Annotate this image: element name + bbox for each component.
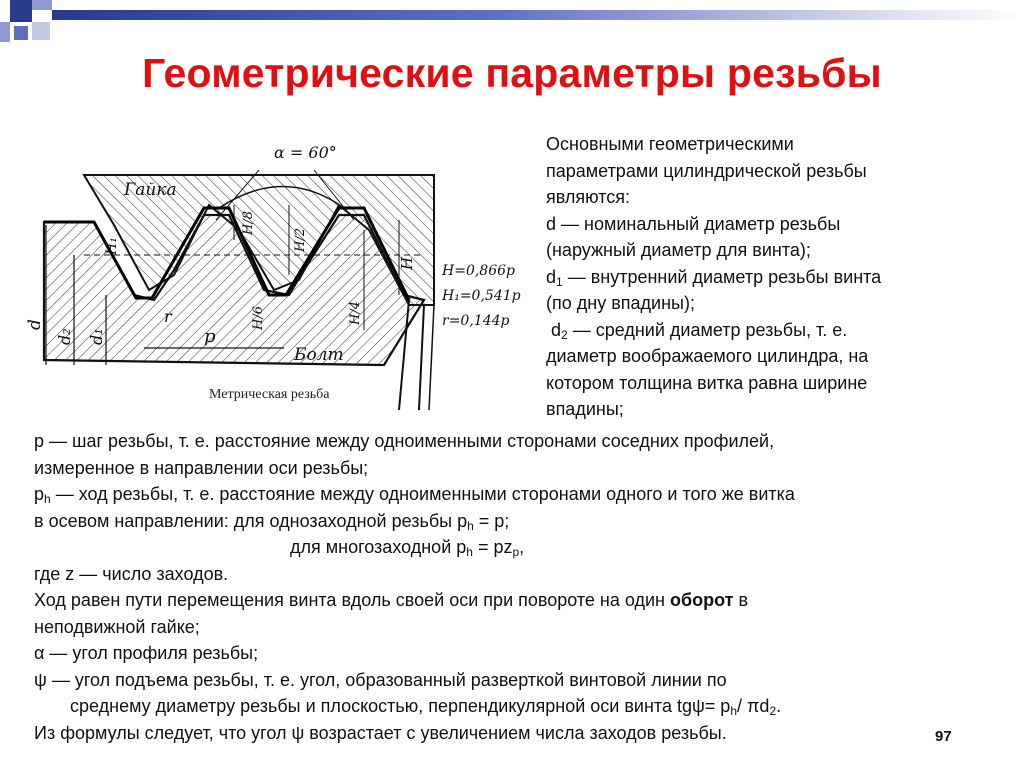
header-gradient-bar xyxy=(52,10,1024,20)
bolt-label: Болт xyxy=(294,345,344,365)
corner-square xyxy=(0,22,10,42)
d2-label: d₂ xyxy=(55,328,74,345)
psi-definition: ψ — угол подъема резьбы, т. е. угол, образованный разверткой винтовой линии по xyxy=(34,669,727,690)
d-definition: (наружный диаметр для винта); xyxy=(546,240,811,260)
h-over-8-label: H/8 xyxy=(241,211,256,235)
z-definition: где z — число заходов. xyxy=(34,563,229,584)
eq-h1-label: H₁=0,541p xyxy=(442,288,521,304)
intro-line: являются: xyxy=(546,187,631,207)
h-over-2-label: H/2 xyxy=(293,228,308,252)
d2-definition: впадины; xyxy=(546,399,624,419)
ph-definition: $p_h$ — ход резьбы, т. е. расстояние между одноименными сторонами одного и того же витка xyxy=(34,484,795,506)
d-definition: d — номинальный диаметр резьбы xyxy=(546,213,841,234)
d2-definition: $d_2$ — средний диаметр резьбы, т. е. xyxy=(546,319,848,342)
corner-square xyxy=(14,26,28,40)
travel-statement: Ход равен пути перемещения винта вдоль своей оси при повороте на один оборот в xyxy=(34,590,749,610)
r-label: r xyxy=(164,307,172,326)
eq-h-label: H=0,866p xyxy=(442,263,515,279)
corner-square xyxy=(10,0,32,22)
figure-caption: Метрическая резьба xyxy=(209,387,330,402)
d2-definition: диаметр воображаемого цилиндра, на xyxy=(546,346,869,366)
thread-diagram xyxy=(24,130,524,430)
corner-square xyxy=(32,0,52,10)
ph-definition: в осевом направлении: для однозаходной резьбы $p_h = p$; xyxy=(34,510,510,533)
right-column-text xyxy=(546,131,1006,423)
multi-start-formula: для многозаходной $p_h = pz_p$, xyxy=(290,537,525,559)
h-over-4-label: H/4 xyxy=(348,301,363,325)
eq-r-label: r=0,144p xyxy=(442,313,510,329)
d2-definition: котором толщина витка равна ширине xyxy=(546,372,868,393)
p-definition: измеренное в направлении оси резьбы; xyxy=(34,457,369,478)
d1-label: d₁ xyxy=(87,328,106,345)
intro-line: параметрами цилиндрической резьбы xyxy=(546,160,867,181)
alpha-definition: α — угол профиля резьбы; xyxy=(34,643,259,663)
p-definition: p — шаг резьбы, т. е. расстояние между одноименными сторонами соседних профилей, xyxy=(34,431,775,451)
h-label: H xyxy=(398,256,416,270)
page-title: Геометрические параметры резьбы xyxy=(142,50,882,96)
intro-line: Основными геометрическими xyxy=(546,134,794,154)
main-text xyxy=(34,428,1009,746)
nut-label: Гайка xyxy=(124,180,177,200)
conclusion: Из формулы следует, что угол ψ возрастает с увеличением числа заходов резьбы. xyxy=(34,722,727,743)
alpha-label: α = 60° xyxy=(274,143,337,162)
d-label: d xyxy=(25,319,45,330)
d1-definition: $d_1$ — внутренний диаметр резьбы винта xyxy=(546,266,882,289)
d1-definition: (по дну впадины); xyxy=(546,293,695,313)
page-number: 97 xyxy=(935,728,952,745)
h1-label: H₁ xyxy=(104,237,120,255)
header-decoration xyxy=(0,0,1024,48)
h-over-6-label: H/6 xyxy=(251,306,266,330)
psi-definition: среднему диаметру резьбы и плоскостью, перпендикулярной оси винта $tg\psi= p_h/$ $\pi d_2$. xyxy=(70,696,782,718)
corner-square xyxy=(32,22,50,40)
travel-statement: неподвижной гайке; xyxy=(34,616,200,637)
p-label: p xyxy=(204,326,216,347)
